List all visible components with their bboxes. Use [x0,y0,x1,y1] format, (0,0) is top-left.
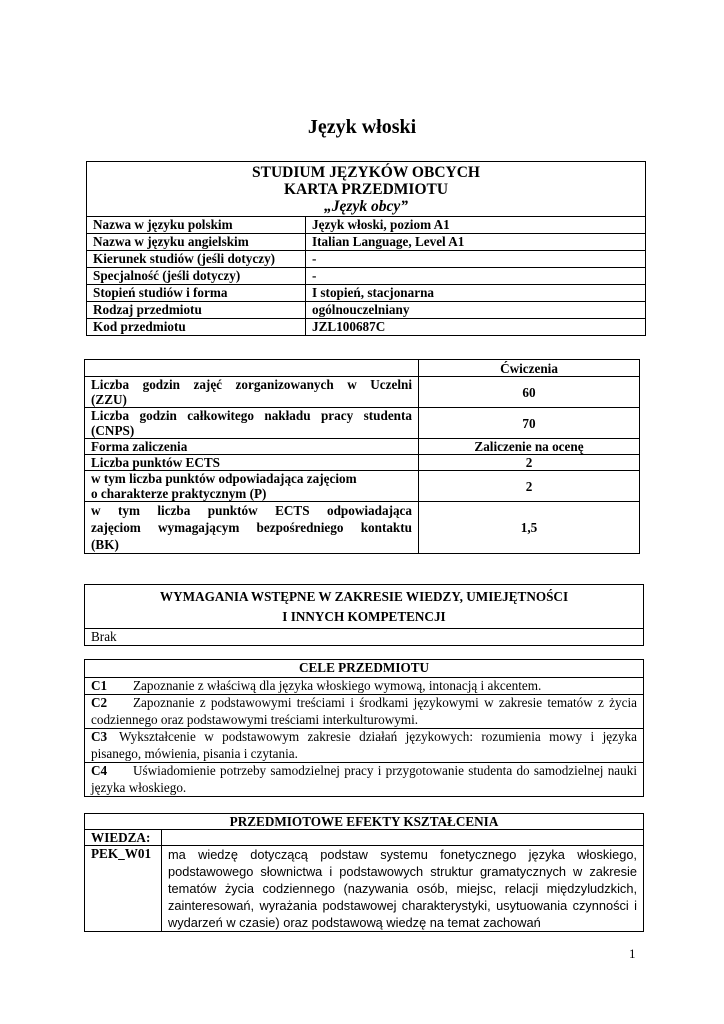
goal-item: C2 Zapoznanie z podstawowymi treściami i środkami językowymi w zakresie tematów z życia codziennego oraz podstawowymi treściami interkulturowymi. [85,695,644,729]
section-label: WIEDZA: [85,830,162,846]
table-row [85,439,640,455]
outcome-description: ma wiedzę dotyczącą podstaw systemu fonetycznego języka włoskiego, podstawowego słownictwa i podstawowych struktur gramatycznych w zakresie tematów życia codziennego (nazywania osób, miejsc, relacji międzyludzkich, zainteresowań, wyrażania podstawowej charakterystyki, usytuowania czynności i wydarzeń w czasie) oraz podstawową wiedzę na temat zachowań [162,846,644,932]
row-label: Rodzaj przedmiotu [87,302,306,319]
hours-table [84,359,640,554]
table-row [85,408,640,439]
row-label: Liczba godzin zajęć zorganizowanych w Uczelni (ZZU) [85,377,419,408]
column-header: Ćwiczenia [419,360,640,377]
row-label: Nazwa w języku angielskim [87,234,306,251]
table-row [87,217,646,234]
goal-item: C1 Zapoznanie z właściwą dla języka włoskiego wymową, intonacją i akcentem. [85,677,644,695]
table-row [87,319,646,336]
row-value: Zaliczenie na ocenę [419,439,640,455]
course-card-header [87,162,646,217]
table-row [85,360,640,377]
goal-item: C4 Uświadomienie potrzeby samodzielnej pracy i przygotowanie studenta do samodzielnej nauki języka włoskiego. [85,763,644,797]
table-row [85,502,640,554]
row-label: Kierunek studiów (jeśli dotyczy) [87,251,306,268]
row-label: Kod przedmiotu [87,319,306,336]
table-row [87,285,646,302]
outcomes-table [84,813,644,932]
prerequisites-content: Brak [85,629,644,646]
row-value: Język włoski, poziom A1 [306,217,646,234]
prerequisites-table [84,584,644,646]
course-card-table [86,161,646,336]
row-value: 1,5 [419,502,640,554]
table-row [87,251,646,268]
row-value: 70 [419,408,640,439]
outcome-code: PEK_W01 [85,846,162,932]
row-label: Forma zaliczenia [85,439,419,455]
prerequisites-heading: WYMAGANIA WSTĘPNE W ZAKRESIE WIEDZY, UMIEJĘTNOŚCI I INNYCH KOMPETENCJI [85,585,644,629]
row-value: ogólnouczelniany [306,302,646,319]
table-row [87,268,646,285]
header-line-3: „Język obcy” [324,198,408,215]
row-value: 2 [419,471,640,502]
table-row [87,302,646,319]
row-label: w tym liczba punktów ECTS odpowiadająca zajęciom wymagającym bezpośredniego kontaktu (BK) [85,502,419,554]
row-value: - [306,251,646,268]
row-label: Liczba punktów ECTS [85,455,419,471]
row-label: Nazwa w języku polskim [87,217,306,234]
table-row [85,471,640,502]
goals-table [84,659,644,797]
row-value: I stopień, stacjonarna [306,285,646,302]
row-label: Liczba godzin całkowitego nakładu pracy studenta (CNPS) [85,408,419,439]
outcomes-heading: PRZEDMIOTOWE EFEKTY KSZTAŁCENIA [85,814,644,830]
row-label: Specjalność (jeśli dotyczy) [87,268,306,285]
row-label: w tym liczba punktów odpowiadająca zajęciom o charakterze praktycznym (P) [85,471,419,502]
row-label: Stopień studiów i forma [87,285,306,302]
row-value: Italian Language, Level A1 [306,234,646,251]
goals-heading: CELE PRZEDMIOTU [85,660,644,678]
goal-item: C3 Wykształcenie w podstawowym zakresie działań językowych: rozumienia mowy i języka pisanego, mówienia, pisania i czytania. [85,729,644,763]
table-row [87,234,646,251]
row-value: JZL100687C [306,319,646,336]
header-line-1: STUDIUM JĘZYKÓW OBCYCH [252,164,480,181]
row-value: 60 [419,377,640,408]
page-title: Język włoski [307,116,417,138]
header-line-2: KARTA PRZEDMIOTU [283,181,449,198]
row-value: 2 [419,455,640,471]
table-row [85,455,640,471]
page-number: 1 [629,946,636,961]
row-value: - [306,268,646,285]
table-row [85,377,640,408]
